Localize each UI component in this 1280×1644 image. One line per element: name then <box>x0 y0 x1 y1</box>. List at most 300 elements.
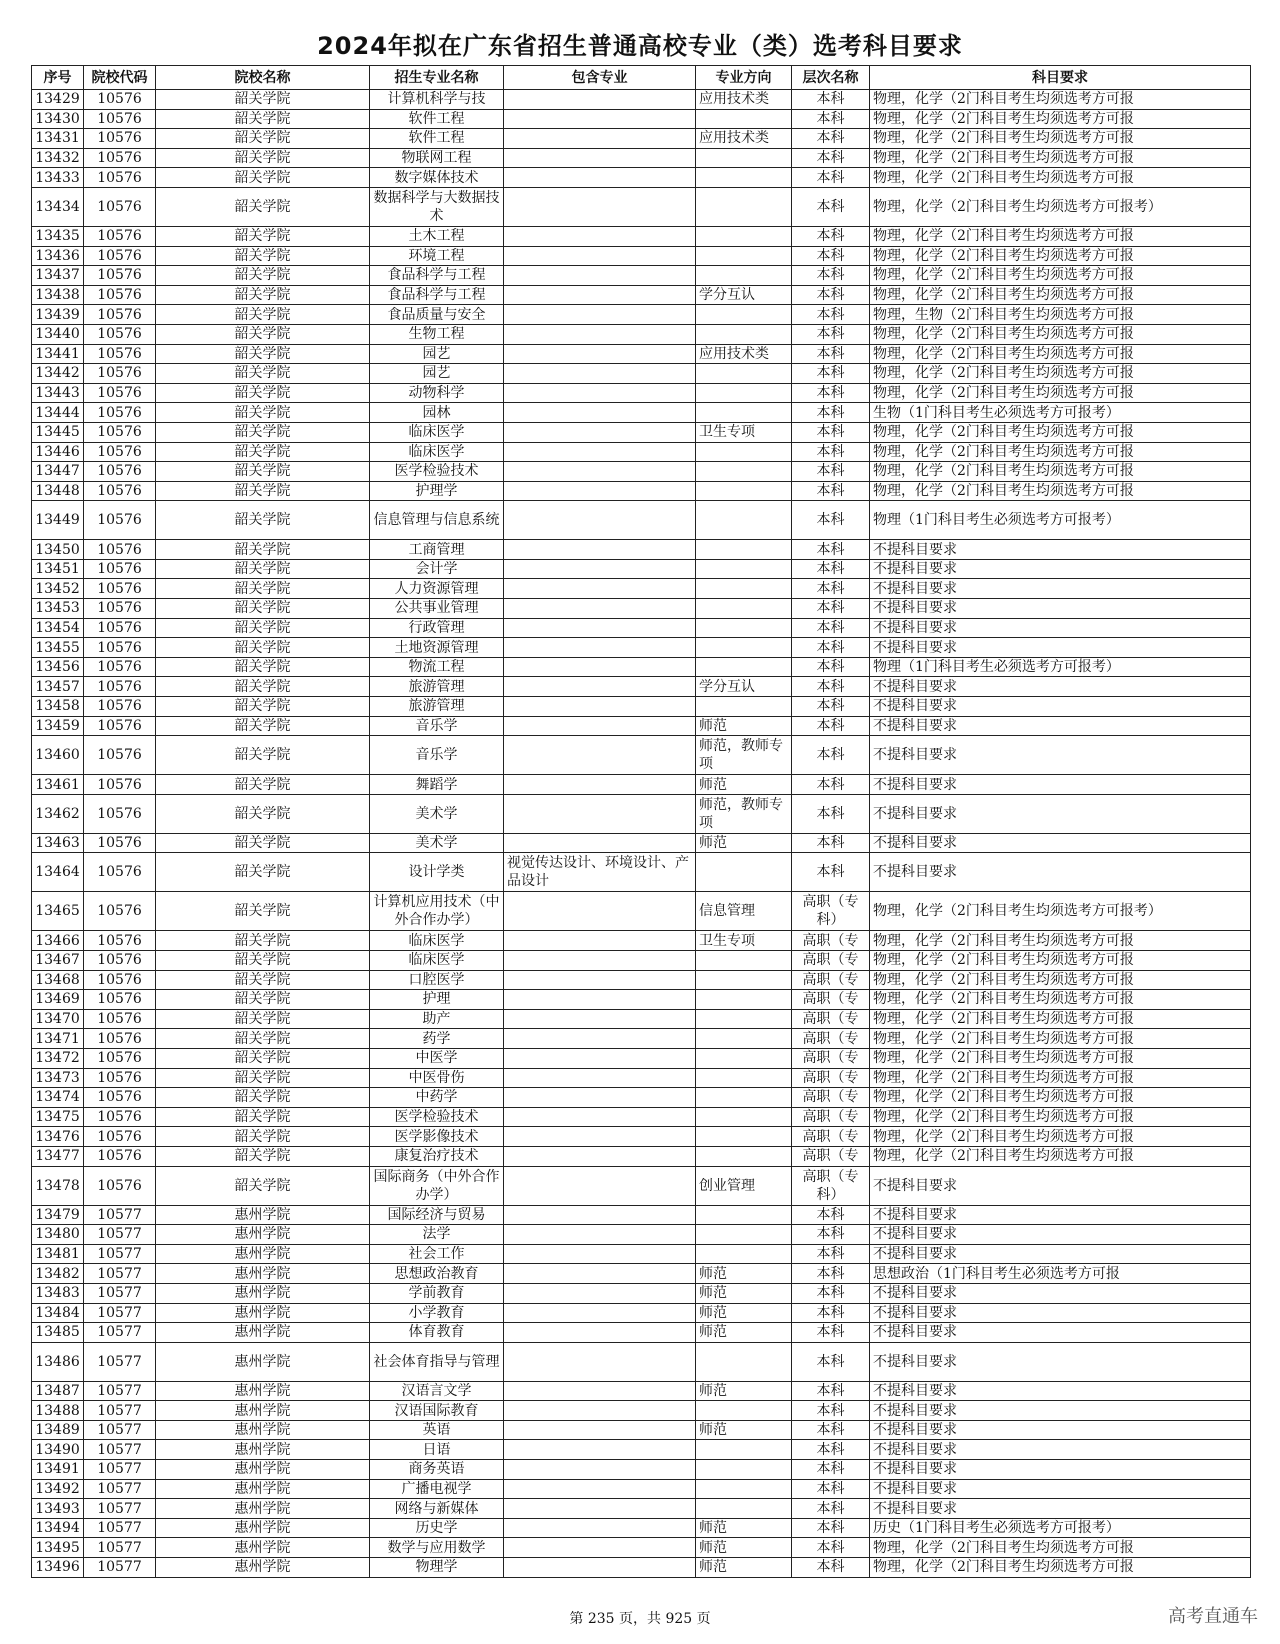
cell-level: 本科 <box>792 1205 870 1225</box>
cell-school-code: 10576 <box>84 481 156 501</box>
cell-school-code: 10576 <box>84 1107 156 1127</box>
cell-school-code: 10577 <box>84 1244 156 1264</box>
cell-school-code: 10576 <box>84 970 156 990</box>
cell-school-name: 惠州学院 <box>156 1499 370 1519</box>
cell-school-code: 10576 <box>84 266 156 286</box>
cell-index: 13477 <box>32 1146 84 1166</box>
table-row <box>32 736 1251 775</box>
cell-direction <box>696 501 792 540</box>
cell-subject-requirement: 不提科目要求 <box>870 853 1251 892</box>
cell-subject-requirement: 物理（1门科目考生必须选考方可报考） <box>870 501 1251 540</box>
cell-index: 13435 <box>32 226 84 246</box>
cell-subject-requirement: 不提科目要求 <box>870 1205 1251 1225</box>
cell-school-code: 10577 <box>84 1440 156 1460</box>
cell-level: 本科 <box>792 794 870 833</box>
cell-level: 本科 <box>792 148 870 168</box>
cell-included-majors <box>504 1538 696 1558</box>
cell-level: 本科 <box>792 618 870 638</box>
cell-subject-requirement: 不提科目要求 <box>870 775 1251 795</box>
table-row <box>32 148 1251 168</box>
cell-school-name: 韶关学院 <box>156 246 370 266</box>
table-row <box>32 324 1251 344</box>
cell-direction: 师范 <box>696 716 792 736</box>
cell-index: 13487 <box>32 1381 84 1401</box>
cell-subject-requirement: 不提科目要求 <box>870 697 1251 717</box>
cell-subject-requirement: 不提科目要求 <box>870 1401 1251 1421</box>
table-row <box>32 716 1251 736</box>
cell-direction <box>696 383 792 403</box>
cell-major-name: 临床医学 <box>370 422 504 442</box>
cell-level: 本科 <box>792 1303 870 1323</box>
cell-school-name: 惠州学院 <box>156 1381 370 1401</box>
cell-school-name: 韶关学院 <box>156 305 370 325</box>
cell-major-name: 社会工作 <box>370 1244 504 1264</box>
cell-direction <box>696 599 792 619</box>
cell-major-name: 计算机应用技术（中外合作办学） <box>370 892 504 931</box>
cell-school-name: 韶关学院 <box>156 501 370 540</box>
cell-subject-requirement: 不提科目要求 <box>870 1381 1251 1401</box>
cell-school-name: 韶关学院 <box>156 677 370 697</box>
cell-major-name: 物理学 <box>370 1558 504 1578</box>
cell-school-code: 10576 <box>84 501 156 540</box>
cell-school-name: 惠州学院 <box>156 1342 370 1381</box>
cell-major-name: 临床医学 <box>370 951 504 971</box>
cell-subject-requirement: 物理，化学（2门科目考生均须选考方可报 <box>870 970 1251 990</box>
table-row <box>32 1068 1251 1088</box>
cell-major-name: 汉语言文学 <box>370 1381 504 1401</box>
cell-school-code: 10576 <box>84 638 156 658</box>
cell-school-code: 10577 <box>84 1303 156 1323</box>
cell-subject-requirement: 物理，化学（2门科目考生均须选考方可报 <box>870 1009 1251 1029</box>
cell-included-majors <box>504 285 696 305</box>
cell-level: 本科 <box>792 226 870 246</box>
cell-school-name: 惠州学院 <box>156 1323 370 1343</box>
cell-level: 高职（专 <box>792 1088 870 1108</box>
cell-level: 本科 <box>792 1440 870 1460</box>
cell-level: 本科 <box>792 442 870 462</box>
cell-school-code: 10576 <box>84 246 156 266</box>
cell-subject-requirement: 物理，化学（2门科目考生均须选考方可报 <box>870 1088 1251 1108</box>
cell-included-majors <box>504 1009 696 1029</box>
cell-school-code: 10576 <box>84 1166 156 1205</box>
cell-school-code: 10576 <box>84 931 156 951</box>
cell-major-name: 生物工程 <box>370 324 504 344</box>
cell-included-majors <box>504 1342 696 1381</box>
cell-included-majors: 视觉传达设计、环境设计、产品设计 <box>504 853 696 892</box>
cell-school-code: 10576 <box>84 324 156 344</box>
cell-subject-requirement: 物理，化学（2门科目考生均须选考方可报 <box>870 364 1251 384</box>
cell-included-majors <box>504 383 696 403</box>
cell-index: 13456 <box>32 657 84 677</box>
table-row <box>32 1244 1251 1264</box>
cell-included-majors <box>504 1518 696 1538</box>
cell-direction <box>696 148 792 168</box>
table-row <box>32 1009 1251 1029</box>
cell-school-name: 韶关学院 <box>156 579 370 599</box>
cell-major-name: 工商管理 <box>370 540 504 560</box>
cell-major-name: 护理学 <box>370 481 504 501</box>
cell-major-name: 物联网工程 <box>370 148 504 168</box>
table-row <box>32 1283 1251 1303</box>
cell-school-name: 韶关学院 <box>156 657 370 677</box>
table-row <box>32 1088 1251 1108</box>
cell-level: 本科 <box>792 657 870 677</box>
cell-school-name: 韶关学院 <box>156 1009 370 1029</box>
cell-subject-requirement: 物理，化学（2门科目考生均须选考方可报 <box>870 266 1251 286</box>
cell-index: 13485 <box>32 1323 84 1343</box>
cell-major-name: 商务英语 <box>370 1460 504 1480</box>
cell-level: 本科 <box>792 599 870 619</box>
table-row <box>32 403 1251 423</box>
cell-major-name: 社会体育指导与管理 <box>370 1342 504 1381</box>
cell-subject-requirement: 不提科目要求 <box>870 559 1251 579</box>
cell-index: 13494 <box>32 1518 84 1538</box>
cell-major-name: 医学影像技术 <box>370 1127 504 1147</box>
cell-included-majors <box>504 931 696 951</box>
table-row <box>32 246 1251 266</box>
cell-subject-requirement: 物理，化学（2门科目考生均须选考方可报 <box>870 1048 1251 1068</box>
cell-major-name: 旅游管理 <box>370 677 504 697</box>
cell-included-majors <box>504 1205 696 1225</box>
cell-index: 13482 <box>32 1264 84 1284</box>
cell-subject-requirement: 物理，化学（2门科目考生均须选考方可报 <box>870 1558 1251 1578</box>
table-row <box>32 1146 1251 1166</box>
cell-included-majors <box>504 1440 696 1460</box>
cell-major-name: 历史学 <box>370 1518 504 1538</box>
cell-subject-requirement: 物理（1门科目考生必须选考方可报考） <box>870 657 1251 677</box>
cell-school-name: 韶关学院 <box>156 226 370 246</box>
cell-school-name: 韶关学院 <box>156 1029 370 1049</box>
cell-direction <box>696 187 792 226</box>
cell-included-majors <box>504 344 696 364</box>
cell-school-code: 10576 <box>84 599 156 619</box>
cell-major-name: 动物科学 <box>370 383 504 403</box>
cell-school-name: 韶关学院 <box>156 736 370 775</box>
cell-major-name: 医学检验技术 <box>370 1107 504 1127</box>
cell-school-code: 10576 <box>84 383 156 403</box>
cell-included-majors <box>504 1107 696 1127</box>
cell-major-name: 人力资源管理 <box>370 579 504 599</box>
table-row <box>32 1401 1251 1421</box>
cell-subject-requirement: 不提科目要求 <box>870 736 1251 775</box>
cell-direction <box>696 990 792 1010</box>
cell-level: 高职（专 <box>792 1029 870 1049</box>
cell-subject-requirement: 不提科目要求 <box>870 1323 1251 1343</box>
cell-subject-requirement: 生物（1门科目考生必须选考方可报考） <box>870 403 1251 423</box>
requirements-table <box>31 65 1251 1578</box>
table-row <box>32 226 1251 246</box>
table-row <box>32 990 1251 1010</box>
cell-index: 13444 <box>32 403 84 423</box>
cell-level: 本科 <box>792 1283 870 1303</box>
cell-school-code: 10576 <box>84 951 156 971</box>
table-row <box>32 1166 1251 1205</box>
cell-school-name: 韶关学院 <box>156 109 370 129</box>
cell-index: 13446 <box>32 442 84 462</box>
cell-direction <box>696 1225 792 1245</box>
cell-included-majors <box>504 109 696 129</box>
cell-school-name: 韶关学院 <box>156 794 370 833</box>
cell-level: 本科 <box>792 579 870 599</box>
cell-level: 本科 <box>792 697 870 717</box>
cell-school-name: 韶关学院 <box>156 1127 370 1147</box>
cell-school-code: 10576 <box>84 618 156 638</box>
table-row <box>32 422 1251 442</box>
cell-level: 本科 <box>792 833 870 853</box>
cell-subject-requirement: 物理，化学（2门科目考生均须选考方可报 <box>870 442 1251 462</box>
cell-direction: 师范，教师专项 <box>696 794 792 833</box>
cell-school-code: 10576 <box>84 1009 156 1029</box>
table-row <box>32 657 1251 677</box>
cell-direction <box>696 442 792 462</box>
cell-index: 13491 <box>32 1460 84 1480</box>
cell-index: 13488 <box>32 1401 84 1421</box>
cell-index: 13473 <box>32 1068 84 1088</box>
table-row <box>32 90 1251 110</box>
cell-school-name: 韶关学院 <box>156 931 370 951</box>
cell-major-name: 口腔医学 <box>370 970 504 990</box>
cell-school-code: 10576 <box>84 305 156 325</box>
cell-school-code: 10577 <box>84 1538 156 1558</box>
cell-major-name: 舞蹈学 <box>370 775 504 795</box>
cell-index: 13445 <box>32 422 84 442</box>
brand-watermark: 高考直通车 <box>1168 1606 1258 1627</box>
cell-included-majors <box>504 1166 696 1205</box>
table-row <box>32 501 1251 540</box>
cell-direction: 师范 <box>696 1381 792 1401</box>
table-body <box>32 90 1251 1578</box>
cell-direction: 师范 <box>696 1518 792 1538</box>
cell-subject-requirement: 不提科目要求 <box>870 716 1251 736</box>
cell-subject-requirement: 物理，化学（2门科目考生均须选考方可报 <box>870 1146 1251 1166</box>
cell-subject-requirement: 不提科目要求 <box>870 833 1251 853</box>
cell-direction <box>696 657 792 677</box>
cell-subject-requirement: 物理，化学（2门科目考生均须选考方可报 <box>870 109 1251 129</box>
cell-school-name: 惠州学院 <box>156 1244 370 1264</box>
cell-included-majors <box>504 1401 696 1421</box>
cell-major-name: 食品科学与工程 <box>370 266 504 286</box>
cell-level: 高职（专 <box>792 1048 870 1068</box>
cell-subject-requirement: 物理，化学（2门科目考生均须选考方可报 <box>870 481 1251 501</box>
cell-included-majors <box>504 187 696 226</box>
cell-school-name: 韶关学院 <box>156 364 370 384</box>
cell-direction <box>696 1244 792 1264</box>
table-row <box>32 599 1251 619</box>
cell-index: 13437 <box>32 266 84 286</box>
table-row <box>32 638 1251 658</box>
header-included-majors: 包含专业 <box>504 66 696 90</box>
cell-index: 13429 <box>32 90 84 110</box>
table-row <box>32 1303 1251 1323</box>
table-row <box>32 1323 1251 1343</box>
cell-included-majors <box>504 246 696 266</box>
cell-level: 本科 <box>792 364 870 384</box>
cell-school-code: 10576 <box>84 559 156 579</box>
cell-index: 13493 <box>32 1499 84 1519</box>
table-row <box>32 109 1251 129</box>
cell-major-name: 药学 <box>370 1029 504 1049</box>
cell-direction: 师范 <box>696 1420 792 1440</box>
cell-index: 13449 <box>32 501 84 540</box>
cell-included-majors <box>504 1244 696 1264</box>
cell-school-name: 韶关学院 <box>156 481 370 501</box>
table-row <box>32 1107 1251 1127</box>
cell-level: 高职（专 <box>792 1146 870 1166</box>
cell-subject-requirement: 物理，化学（2门科目考生均须选考方可报 <box>870 246 1251 266</box>
cell-school-code: 10576 <box>84 285 156 305</box>
cell-included-majors <box>504 364 696 384</box>
cell-level: 本科 <box>792 266 870 286</box>
cell-included-majors <box>504 1029 696 1049</box>
cell-major-name: 临床医学 <box>370 931 504 951</box>
cell-subject-requirement: 不提科目要求 <box>870 638 1251 658</box>
cell-index: 13465 <box>32 892 84 931</box>
table-row <box>32 1381 1251 1401</box>
cell-major-name: 物流工程 <box>370 657 504 677</box>
cell-included-majors <box>504 1225 696 1245</box>
cell-direction <box>696 1440 792 1460</box>
table-row <box>32 285 1251 305</box>
cell-direction <box>696 1205 792 1225</box>
cell-direction <box>696 1068 792 1088</box>
cell-included-majors <box>504 833 696 853</box>
cell-subject-requirement: 物理，化学（2门科目考生均须选考方可报 <box>870 1107 1251 1127</box>
cell-included-majors <box>504 1068 696 1088</box>
table-row <box>32 970 1251 990</box>
cell-direction: 卫生专项 <box>696 931 792 951</box>
cell-major-name: 设计学类 <box>370 853 504 892</box>
cell-level: 本科 <box>792 1244 870 1264</box>
cell-direction: 师范 <box>696 1323 792 1343</box>
cell-direction <box>696 1048 792 1068</box>
cell-subject-requirement: 物理，化学（2门科目考生均须选考方可报 <box>870 90 1251 110</box>
table-row <box>32 168 1251 188</box>
cell-major-name: 临床医学 <box>370 442 504 462</box>
cell-included-majors <box>504 540 696 560</box>
cell-subject-requirement: 不提科目要求 <box>870 1440 1251 1460</box>
cell-included-majors <box>504 951 696 971</box>
cell-included-majors <box>504 775 696 795</box>
cell-level: 高职（专科） <box>792 1166 870 1205</box>
cell-included-majors <box>504 579 696 599</box>
cell-school-code: 10577 <box>84 1479 156 1499</box>
table-row <box>32 892 1251 931</box>
cell-index: 13431 <box>32 129 84 149</box>
cell-index: 13489 <box>32 1420 84 1440</box>
table-header-row <box>32 66 1251 90</box>
cell-level: 本科 <box>792 1499 870 1519</box>
cell-direction <box>696 168 792 188</box>
cell-school-name: 惠州学院 <box>156 1538 370 1558</box>
cell-school-code: 10576 <box>84 677 156 697</box>
cell-subject-requirement: 不提科目要求 <box>870 618 1251 638</box>
cell-school-name: 韶关学院 <box>156 599 370 619</box>
cell-included-majors <box>504 657 696 677</box>
cell-major-name: 美术学 <box>370 794 504 833</box>
cell-school-code: 10577 <box>84 1283 156 1303</box>
cell-major-name: 日语 <box>370 1440 504 1460</box>
cell-included-majors <box>504 559 696 579</box>
table-row <box>32 794 1251 833</box>
cell-direction <box>696 403 792 423</box>
cell-major-name: 护理 <box>370 990 504 1010</box>
cell-direction <box>696 1107 792 1127</box>
cell-level: 本科 <box>792 1420 870 1440</box>
cell-level: 本科 <box>792 853 870 892</box>
cell-included-majors <box>504 1323 696 1343</box>
cell-level: 本科 <box>792 559 870 579</box>
cell-major-name: 康复治疗技术 <box>370 1146 504 1166</box>
cell-level: 本科 <box>792 1479 870 1499</box>
cell-school-code: 10577 <box>84 1499 156 1519</box>
cell-level: 本科 <box>792 677 870 697</box>
cell-index: 13478 <box>32 1166 84 1205</box>
cell-school-name: 惠州学院 <box>156 1440 370 1460</box>
cell-school-name: 韶关学院 <box>156 990 370 1010</box>
cell-school-name: 惠州学院 <box>156 1205 370 1225</box>
table-row <box>32 344 1251 364</box>
cell-school-name: 韶关学院 <box>156 1068 370 1088</box>
cell-index: 13458 <box>32 697 84 717</box>
cell-included-majors <box>504 990 696 1010</box>
table-row <box>32 266 1251 286</box>
table-row <box>32 1479 1251 1499</box>
table-row <box>32 305 1251 325</box>
cell-school-code: 10576 <box>84 187 156 226</box>
cell-level: 本科 <box>792 1381 870 1401</box>
cell-index: 13448 <box>32 481 84 501</box>
table-row <box>32 1264 1251 1284</box>
cell-index: 13470 <box>32 1009 84 1029</box>
cell-school-name: 韶关学院 <box>156 266 370 286</box>
cell-major-name: 信息管理与信息系统 <box>370 501 504 540</box>
cell-direction <box>696 1009 792 1029</box>
cell-included-majors <box>504 1460 696 1480</box>
cell-school-name: 惠州学院 <box>156 1401 370 1421</box>
cell-level: 本科 <box>792 305 870 325</box>
cell-index: 13430 <box>32 109 84 129</box>
cell-index: 13468 <box>32 970 84 990</box>
cell-included-majors <box>504 148 696 168</box>
cell-included-majors <box>504 1381 696 1401</box>
cell-index: 13438 <box>32 285 84 305</box>
cell-level: 本科 <box>792 501 870 540</box>
cell-school-name: 韶关学院 <box>156 716 370 736</box>
cell-index: 13457 <box>32 677 84 697</box>
cell-school-code: 10576 <box>84 364 156 384</box>
cell-subject-requirement: 不提科目要求 <box>870 579 1251 599</box>
cell-school-code: 10577 <box>84 1401 156 1421</box>
cell-index: 13483 <box>32 1283 84 1303</box>
cell-major-name: 英语 <box>370 1420 504 1440</box>
cell-school-name: 惠州学院 <box>156 1479 370 1499</box>
table-row <box>32 1558 1251 1578</box>
table-row <box>32 579 1251 599</box>
cell-direction: 师范 <box>696 1303 792 1323</box>
cell-included-majors <box>504 599 696 619</box>
cell-direction <box>696 951 792 971</box>
cell-school-name: 韶关学院 <box>156 1146 370 1166</box>
table-row <box>32 931 1251 951</box>
cell-index: 13495 <box>32 1538 84 1558</box>
cell-direction: 应用技术类 <box>696 90 792 110</box>
header-direction: 专业方向 <box>696 66 792 90</box>
cell-major-name: 医学检验技术 <box>370 462 504 482</box>
cell-school-code: 10576 <box>84 148 156 168</box>
cell-level: 高职（专 <box>792 931 870 951</box>
cell-major-name: 美术学 <box>370 833 504 853</box>
table-row <box>32 618 1251 638</box>
